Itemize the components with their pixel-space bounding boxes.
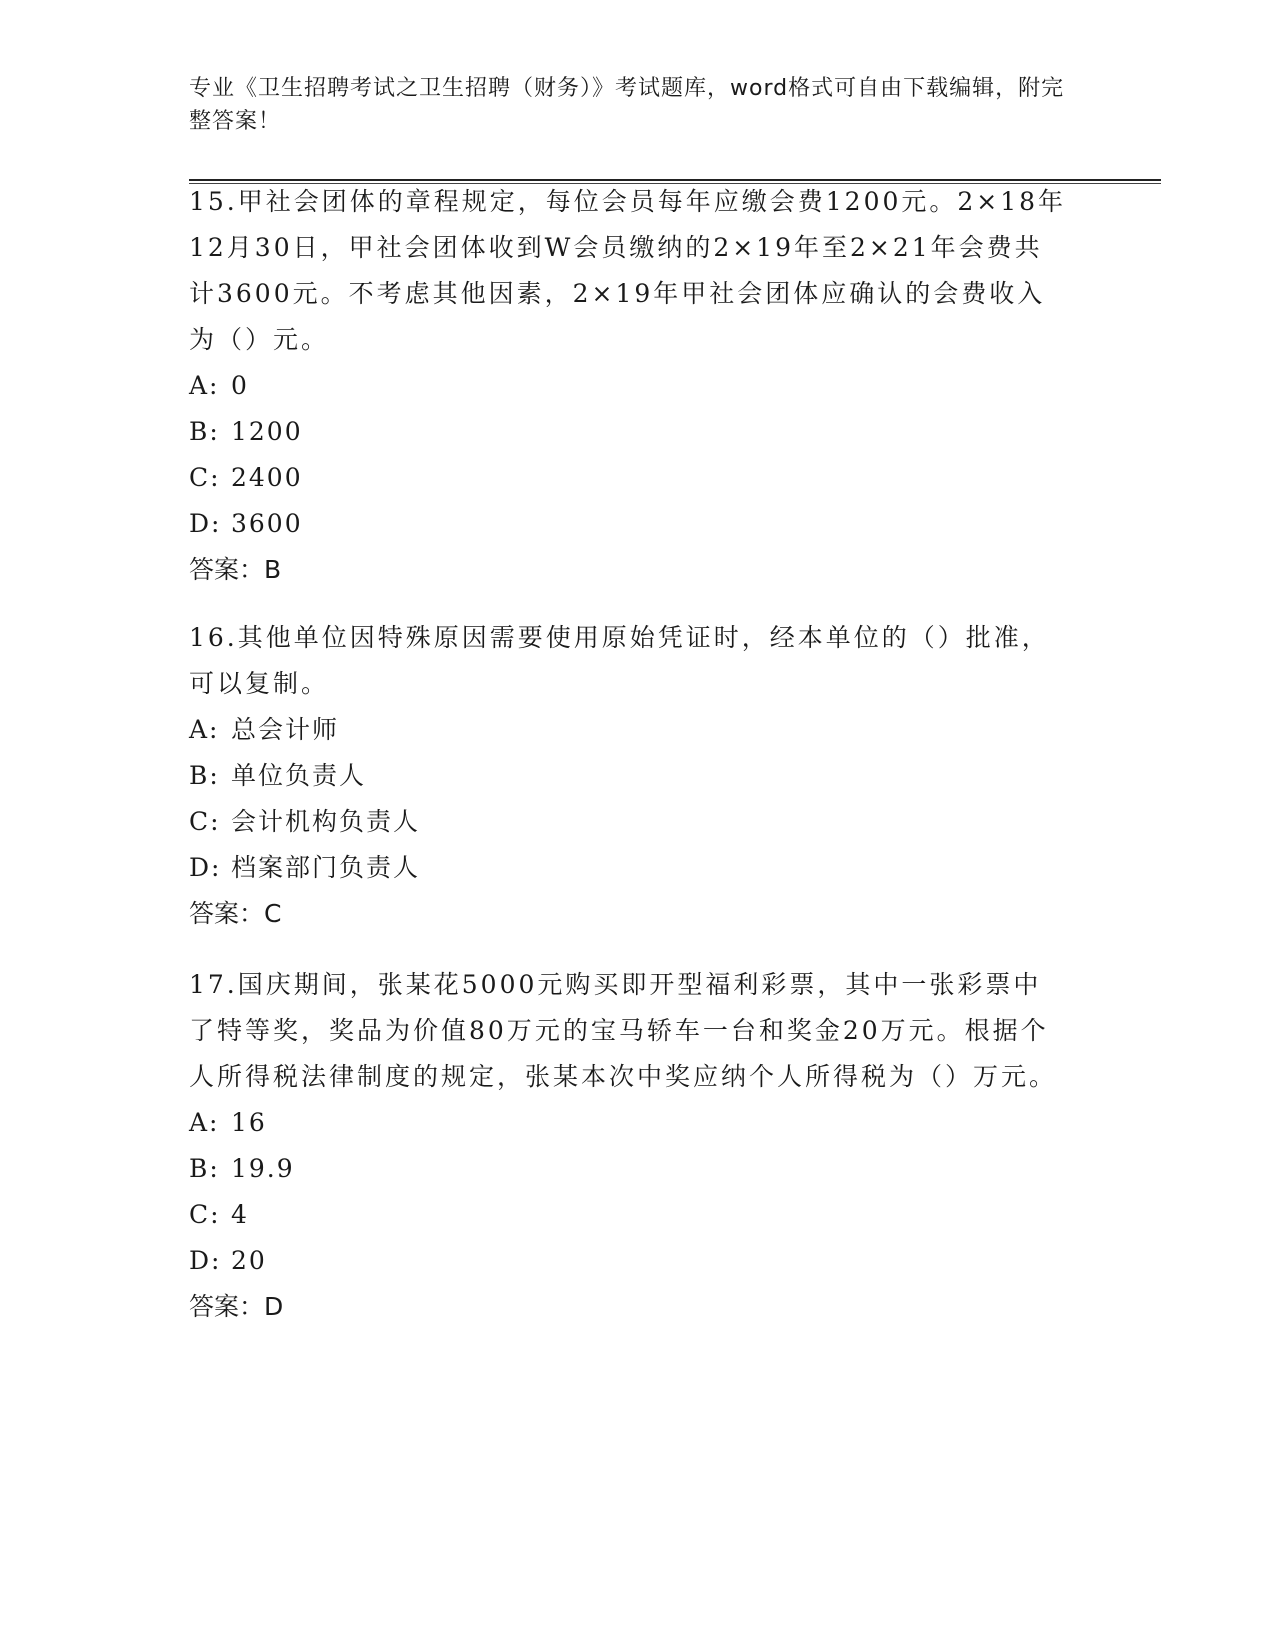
option-c: [189, 799, 1069, 845]
option-text: 16: [231, 1108, 267, 1137]
question-15: [189, 179, 1069, 593]
document-header: 专业《卫生招聘考试之卫生招聘（财务）》考试题库，word格式可自由下载编辑，附完整答案！: [189, 76, 1065, 134]
option-key: C:: [189, 807, 221, 836]
option-b: [189, 753, 1069, 799]
option-text: 3600: [231, 509, 303, 538]
option-text: 19.9: [231, 1154, 295, 1183]
option-key: C:: [189, 463, 221, 492]
option-a: [189, 1100, 1069, 1146]
option-a: [189, 363, 1069, 409]
answer-label: 答案：: [189, 1292, 265, 1321]
option-text: 单位负责人: [231, 761, 367, 790]
question-stem: 17.国庆期间，张某花5000元购买即开型福利彩票，其中一张彩票中了特等奖，奖品为价值80万元的宝马轿车一台和奖金20万元。根据个人所得税法律制度的规定，张某本次中奖应纳个人所得税为（）万元。: [189, 970, 1058, 1091]
answer-label: 答案：: [189, 555, 265, 584]
option-key: A:: [189, 1108, 220, 1137]
question-stem: 15.甲社会团体的章程规定，每位会员每年应缴会费1200元。2×18年12月30日，甲社会团体收到W会员缴纳的2×19年至2×21年会费共计3600元。不考虑其他因素，2×19年甲社会团体应确认的会费收入为（）元。: [189, 187, 1067, 354]
option-b: [189, 409, 1069, 455]
option-text: 会计机构负责人: [231, 807, 421, 836]
option-text: 档案部门负责人: [231, 853, 421, 882]
option-key: A:: [189, 371, 220, 400]
option-text: 总会计师: [231, 715, 340, 744]
answer-value: D: [264, 1292, 284, 1321]
answer-value: B: [264, 555, 282, 584]
option-key: B:: [189, 1154, 220, 1183]
option-d: [189, 501, 1069, 547]
option-d: [189, 1238, 1069, 1284]
option-text: 0: [231, 371, 249, 400]
option-list: [189, 707, 1069, 891]
option-key: D:: [189, 509, 222, 538]
option-key: D:: [189, 853, 222, 882]
option-b: [189, 1146, 1069, 1192]
question-stem: 16.其他单位因特殊原因需要使用原始凭证时，经本单位的（）批准，可以复制。: [189, 623, 1050, 698]
option-a: [189, 707, 1069, 753]
option-text: 2400: [231, 463, 303, 492]
option-text: 4: [231, 1200, 249, 1229]
answer-label: 答案：: [189, 899, 265, 928]
option-key: A:: [189, 715, 220, 744]
option-d: [189, 845, 1069, 891]
option-c: [189, 1192, 1069, 1238]
option-list: [189, 363, 1069, 547]
option-key: D:: [189, 1246, 222, 1275]
option-list: [189, 1100, 1069, 1284]
option-key: B:: [189, 417, 220, 446]
option-text: 20: [231, 1246, 267, 1275]
answer-line: [189, 547, 1069, 593]
answer-line: [189, 891, 1069, 937]
option-key: B:: [189, 761, 220, 790]
option-text: 1200: [231, 417, 303, 446]
answer-line: [189, 1284, 1069, 1330]
answer-value: C: [264, 899, 282, 928]
option-c: [189, 455, 1069, 501]
option-key: C:: [189, 1200, 221, 1229]
question-16: [189, 615, 1069, 937]
question-17: [189, 962, 1069, 1330]
